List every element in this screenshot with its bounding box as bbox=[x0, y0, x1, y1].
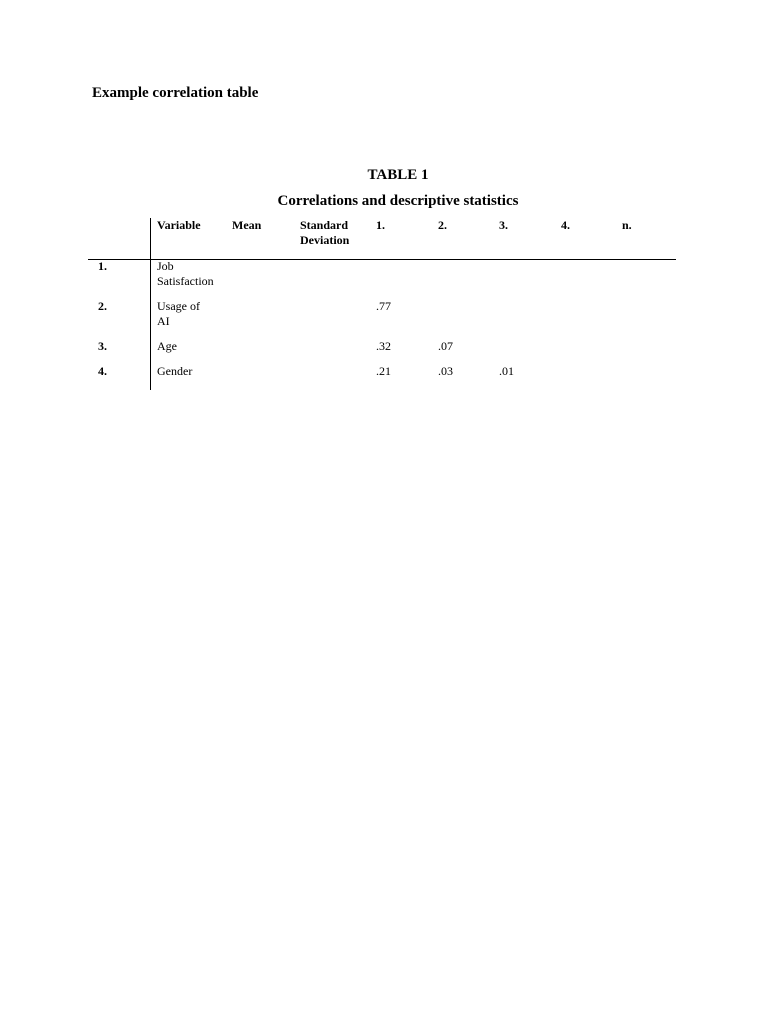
row-variable bbox=[157, 299, 229, 329]
row-variable-line2: Satisfaction bbox=[157, 274, 214, 288]
row-col-1: .32 bbox=[376, 339, 391, 353]
header-variable: Variable bbox=[157, 218, 201, 232]
row-variable-line1: Usage of bbox=[157, 299, 200, 313]
table-vertical-rule bbox=[150, 218, 151, 390]
header-standard-deviation-line1: Standard bbox=[300, 218, 349, 232]
row-number: 2. bbox=[98, 299, 107, 313]
row-col-2: .07 bbox=[438, 339, 453, 353]
header-standard-deviation-line2: Deviation bbox=[300, 233, 350, 247]
row-variable bbox=[157, 339, 229, 354]
row-variable bbox=[157, 364, 229, 379]
row-col-1: .77 bbox=[376, 299, 391, 313]
row-variable-line2: AI bbox=[157, 314, 170, 328]
row-col-3: .01 bbox=[499, 364, 514, 378]
row-variable bbox=[157, 259, 229, 289]
header-col-2: 2. bbox=[438, 218, 447, 232]
header-col-3: 3. bbox=[499, 218, 508, 232]
row-col-2: .03 bbox=[438, 364, 453, 378]
row-variable-line1: Job bbox=[157, 259, 174, 273]
row-variable-line1: Gender bbox=[157, 364, 193, 378]
row-col-1: .21 bbox=[376, 364, 391, 378]
row-number: 1. bbox=[98, 259, 107, 273]
row-number: 4. bbox=[98, 364, 107, 378]
row-number: 3. bbox=[98, 339, 107, 353]
header-col-4: 4. bbox=[561, 218, 570, 232]
row-variable-line1: Age bbox=[157, 339, 177, 353]
table-caption: Correlations and descriptive statistics bbox=[277, 193, 519, 209]
header-col-n: n. bbox=[622, 218, 632, 232]
document-heading: Example correlation table bbox=[92, 85, 259, 101]
table-number: TABLE 1 bbox=[367, 167, 429, 183]
header-col-1: 1. bbox=[376, 218, 385, 232]
header-mean: Mean bbox=[232, 218, 262, 232]
header-standard-deviation bbox=[300, 218, 349, 248]
